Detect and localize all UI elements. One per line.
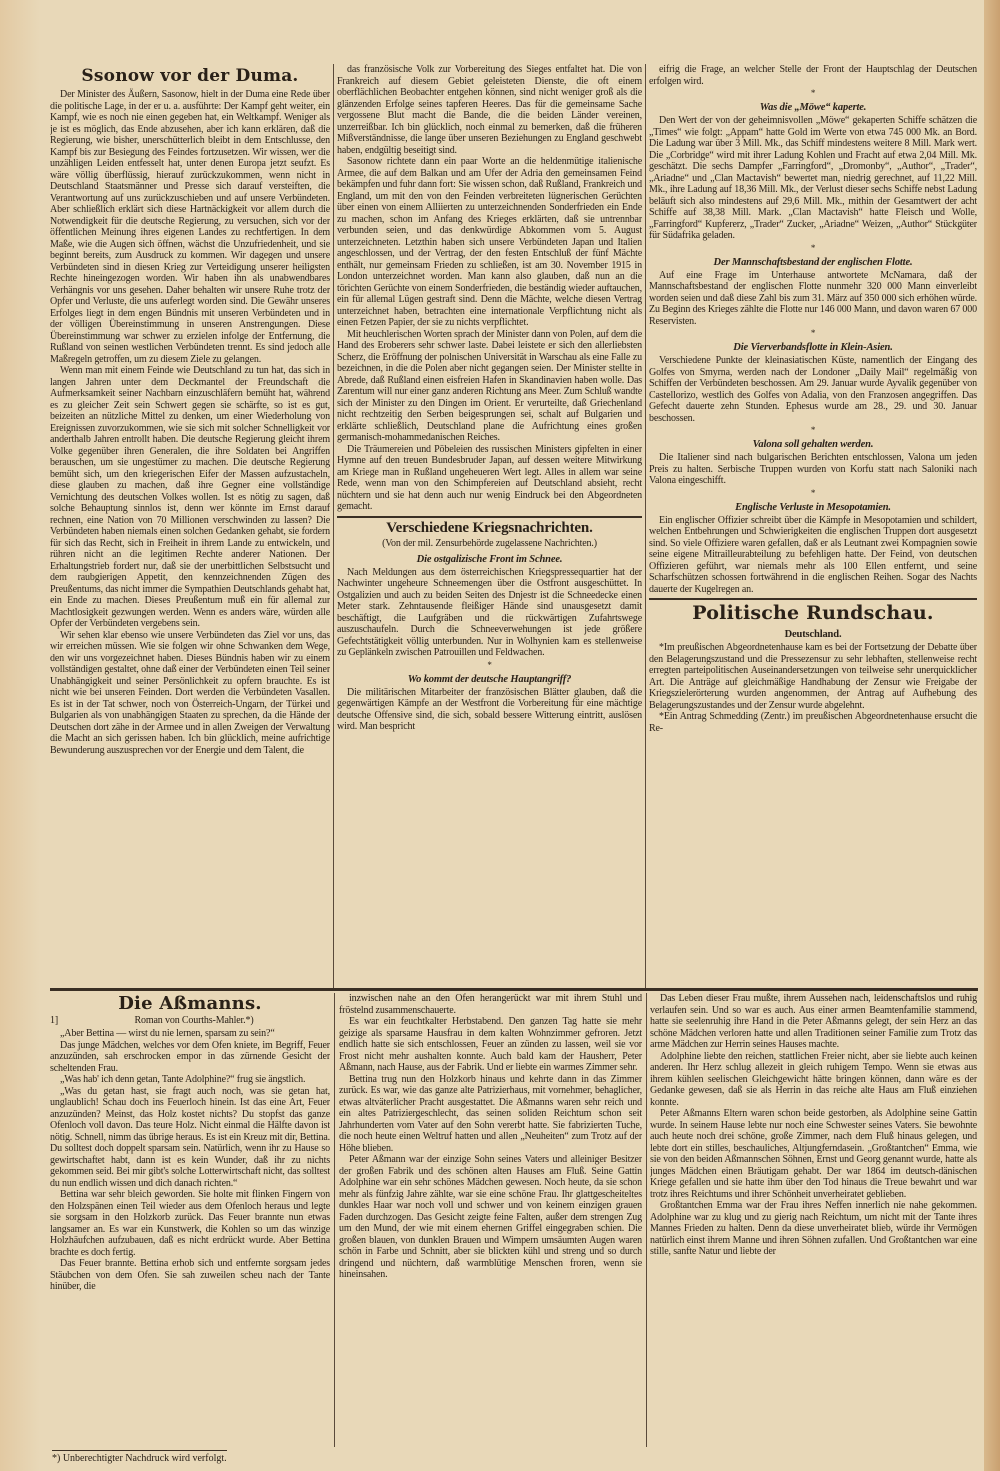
separator-star: * xyxy=(810,242,816,253)
paragraph: Das Feuer brannte. Bettina erhob sich und entfernte sorgsam jedes Stäubchen von dem Ofen. Sie sah zuweilen scheu nach der Tante hinüber, die xyxy=(50,1258,330,1292)
novel-title: Die Aßmanns. xyxy=(118,993,262,1014)
column-bottom-3 xyxy=(650,993,977,1447)
paragraph: Adolphine liebte den reichen, stattlichen Freier nicht, aber sie liebte auch keinen anderen. Ihr Herz schlug allezeit in gleich ruhigem Tempo. Wenn sie etwas aus ihrem kühlen seelischen Gleichgewicht hätte bringen können, dann wäre es der Gedanke gewesen, daß sie als Herrin in das reiche alte Haus am Fluß einziehen konnte. xyxy=(650,1050,977,1108)
article-title: Der Mannschaftsbestand der englischen Flotte. xyxy=(713,256,913,268)
paragraph: Es war ein feuchtkalter Herbstabend. Den ganzen Tag hatte sie mehr geizige als sparsame Hausfrau in dem kalten Wohnzimmer gefroren. Jetzt endlich hatte sie sich entschlossen, Feuer an zünden zu lassen, weil sie vor Frost nicht mehr aushalten konnte. Auch bald kam der Hausherr, Peter Aßmann, nach Hause, aus der Fabrik. Und er liebte ein warmes Zimmer sehr. xyxy=(339,1016,642,1073)
paragraph: „Aber Bettina — wirst du nie lernen, sparsam zu sein?“ xyxy=(60,1028,275,1039)
section-rule xyxy=(649,598,977,600)
paragraph: Nach Meldungen aus dem österreichischen Kriegspressequartier hat der Nachwinter ungeheure Schneemengen über die Ostfront ausgeschüttet. In Ostgalizien und auch zu beiden Seiten des Dnjestr ist die Schneedecke einen Meter stark. Zehntausende fleißiger Hände sind unausgesetzt damit beschäftigt, die Laufgräben und die rückwärtigen Zufahrtswege auszuschaufeln. Durch die Schneeverwehungen ist jede größere Gefechtstätigkeit völlig unterbunden. Nur in Wolhynien kam es stellenweise zu Geplänkeln zwischen Patrouillen und Feldwachen. xyxy=(337,566,642,658)
paragraph: Ein englischer Offizier schreibt über die Kämpfe in Mesopotamien und schildert, welchen Entbehrungen und Schwierigkeiten die englischen Truppen dort ausgesetzt sind. So viele Offiziere waren gefallen, daß er als Leutnant zwei Kompagnien sowie seine eigene Mitrailleurabteilung zu befehligen hatte. Der Feind, von deutschen Offizieren geführt, war niemals mehr als 100 Ellen entfernt, und seine Scharfschützen schossen fortwährend in die englischen Reihen. Sogar des Nachts dauerte der Kugelregen an. xyxy=(649,514,977,595)
column-divider xyxy=(646,993,647,1447)
section-rule xyxy=(337,516,642,518)
column-divider xyxy=(334,993,335,1447)
article-title: Englische Verluste in Mesopotamien. xyxy=(735,501,891,513)
article-title: Wo kommt der deutsche Hauptangriff? xyxy=(407,673,572,685)
paragraph: Sasonow richtete dann ein paar Worte an die heldenmütige italienische Armee, die auf dem Balkan und am Ufer der Adria den gemeinsamen Feind bekämpfen und fuhr dann fort: Sie wissen schon, daß Rußland, Frankreich und England, um mit den von den Feinden verbreiteten lügnerischen Gerüchten über einen von einem Alliierten zu unterzeichnenden Sonderfrieden ein Ende zu machen, schon im Anfang des Krieges erklärten, daß sie untrennbar verbunden seien, und das denkwürdige Abkommen vom 5. August unterzeichneten. Letzthin haben sich unsere Verbündeten Japan und Italien angeschlossen, und der Vertrag, der den festen Entschluß der fünf Mächte enthält, nur gemeinsam Frieden zu schließen, ist am 30. November 1915 in London unterzeichnet worden. Man kann also glauben, daß nun an die törichten Gerüchte von einem Sonderfrieden, die beständig wieder auftauchen, ein für allemal Lügen gestraft sind. Denn die Mächte, welche diesen Vertrag unterzeichnet haben, betrachten eine internationale Verpflichtung nicht als einen Fetzen Papier, der sie zu nichts verpflichtet. xyxy=(337,156,642,328)
separator-star: * xyxy=(487,659,492,670)
paragraph: Das Leben dieser Frau mußte, ihrem Aussehen nach, leidenschaftslos und ruhig verlaufen sein. Und so war es auch. Aus einer armen Beamtenfamilie stammend, hatte sie seelenruhig ihre Hand in die Peter Aßmanns gelegt, der sein Herz an das schöne Mädchen verloren hatte und allen Traditionen seiner Familie zum Trotz das arme Mädchen zur Herrin seines Hauses machte. xyxy=(650,993,977,1050)
column-bottom-2 xyxy=(339,993,642,1447)
paragraph: Wir sehen klar ebenso wie unsere Verbündeten das Ziel vor uns, das wir erreichen müssen. Wie sie folgen wir ohne Schwanken dem Wege, den wir uns vorgezeichnet haben. Dieses Bündnis haben wir zu einem vollständigen gestaltet, ohne daß einer der Verbündeten einen Teil seiner Unabhängigkeit und seiner Persönlichkeit zu opfern brauchte. Es ist nicht wie bei unseren Feinden. Dort werden die Verbündeten Vasallen. Es ist in der Tat schwer, noch von Österreich-Ungarn, der Türkei und Bulgarien als von unabhängigen Staaten zu sprechen, da die Hände der Deutschen dort zähe in der Armee und in allen Zweigen der Verwaltung die Macht an sich gerissen haben. Ich bin glücklich, meine aufrichtige Bewunderung auszusprechen vor der Energie und dem Talent, die xyxy=(50,629,330,756)
separator-star: * xyxy=(810,425,816,435)
paragraph: das französische Volk zur Vorbereitung des Sieges entfaltet hat. Die von Frankreich auf diesem Gebiet geleisteten Dienste, die oft einem oberflächlichen Beobachter entgehen können, sind nicht weniger groß als die glänzenden Erfolge seines tapferen Heeres. Das für die gemeinsame Sache vergossene Blut macht die Bande, die die beiden Länder vereinen, unzerreißbar. Ich bin glücklich, noch einmal zu bemerken, daß die früheren Mißverständnisse, die lange über unseren Beziehungen zu England geschwebt haben, endgültig beseitigt sind. xyxy=(337,64,642,156)
column-top-1 xyxy=(50,64,330,986)
paper-edge-right xyxy=(984,0,1000,1471)
paragraph: Das junge Mädchen, welches vor dem Ofen kniete, im Begriff, Feuer anzuzünden, sah erschrocken empor in das zürnende Gesicht der scheltenden Frau. xyxy=(50,1039,330,1074)
paragraph: Verschiedene Punkte der kleinasiatischen Küste, namentlich der Eingang des Golfes von Smyrna, werden nach der Londoner „Daily Mail“ regelmäßig von Schiffen der Verbündeten beschossen. Am 29. Januar wurde Ayvalik gegenüber von Castellorizo, westlich des Golfes von Adalia, von den Franzosen angegriffen. Das Gefecht dauerte zehn Stunden. Ephesus wurde am 28., 29. und 30. Januar beschossen. xyxy=(649,355,977,424)
paragraph: „Was du getan hast, sie fragt auch noch, was sie getan hat, unglaublich! Schau doch ins Feuerloch hinein. Ist das eine Art, Feuer anzuzünden? Meinst, das Holz kostet nichts? Du stopfst das ganze Ofenloch voll davon. Das teure Holz. Nicht einmal die Hälfte davon ist nötig. Schnell, nimm das übrige heraus. Es ist ein Kreuz mit dir, Bettina. Du solltest doch doppelt sparsam sein. Natürlich, wenn ihr zu Hause so gewirtschaftet habt, dann ist es kein Wunder, daß ihr zu nichts gekommen seid. Bei mir gibt's solche Lotterwirtschaft nicht, das solltest du nun endlich wissen und dich danach richten.“ xyxy=(50,1085,330,1189)
section-title-politische-rundschau: Politische Rundschau. xyxy=(692,602,934,624)
article-title: Die ostgalizische Front im Schnee. xyxy=(416,553,563,565)
paragraph: *Ein Antrag Schmedding (Zentr.) im preußischen Abgeordnetenhause ersucht die Re- xyxy=(649,711,977,734)
paragraph: *Im preußischen Abgeordnetenhause kam es bei der Fortsetzung der Debatte über den Belagerungszustand und die Pressezensur zu sehr lebhaften, stellenweise recht erregten parteipolitischen Auseinandersetzungen von teilweise sehr unerquicklicher Art. Die Anträge auf gleichmäßige Handhabung der Zensur wie Freigabe der Kriegszielerörterung wurden angenommen, der Antrag auf Aufhebung des Belagerungszustandes und der Zensur wurde abgelehnt. xyxy=(649,642,977,711)
column-divider xyxy=(645,64,646,988)
subsection-title: Deutschland. xyxy=(784,629,842,640)
paragraph: Peter Aßmann war der einzige Sohn seines Vaters und alleiniger Besitzer der großen Fabrik und des schönen alten Hauses am Fluß. Seine Gattin Adolphine war ein sehr schönes Mädchen gewesen. Noch heute, da sie schon mehr als fünfzig Jahre zählte, war sie eine schöne Frau. Ihr glattgescheiteltes dunkles Haar war noch voll und schwer und von keinem einzigen grauen Faden durchzogen. Das Gesicht zeigte feine Falten, außer dem strengen Zug um den Mund, der wie mit einem ehernen Griffel eingegraben schien. Die großen blauen, von dunklen Brauen und Wimpern umsäumten Augen waren schön in Farbe und Schnitt, aber sie blickten kühl und streng und so durch dringend und nüchtern, daß warmblütige Menschen froren, wenn sie hineinsahen. xyxy=(339,1154,642,1280)
article-title-sasonow: Ssonow vor der Duma. xyxy=(81,66,299,86)
section-title-kriegsnachrichten: Verschiedene Kriegsnachrichten. xyxy=(386,519,593,536)
paragraph: Bettina trug nun den Holzkorb hinaus und kehrte dann in das Zimmer zurück. Es war, wie das ganze alte Patrizierhaus, mit vornehmer, behaglicher, etwas altväterlicher Pracht ausgestattet. Die Aßmanns waren sehr reich und ein altes Patriziergeschlecht, das seinen soliden Reichtum schon seit Jahrhunderten vom Vater auf den Sohn vererbt hatte. Sie fabrizierten Tuche, die noch heute einen Weltruf hatten und allen „Neuheiten“ zum Trotz auf der Höhe blieben. xyxy=(339,1073,642,1154)
article-title: Die Vierverbandsflotte in Klein-Asien. xyxy=(733,342,893,353)
paragraph: Die Träumereien und Pöbeleien des russischen Ministers gipfelten in einer Hymne auf den treuen Bundesbruder Japan, auf dessen weitere Mitwirkung am Kriege man in Rußland ungeheueren Wert legt. Alles in allem war seine Rede, wenn man von den Schimpfereien auf Deutschland absieht, recht nüchtern und sie hat denn auch nur wenig Eindruck bei den Abgeordneten gemacht. xyxy=(337,443,642,512)
separator-star: * xyxy=(810,88,816,98)
installment-number: 1] xyxy=(50,1015,59,1026)
article-title: Was die „Möwe“ kaperte. xyxy=(759,102,867,113)
column-bottom-1 xyxy=(50,993,330,1447)
paragraph: Großtantchen Emma war der Frau ihres Neffen innerlich nie nahe gekommen. Adolphine war zu klug und zu gierig nach Reichtum, um nicht mit der Tante ihres Mannes Frieden zu halten. Denn da diese unverheiratet blieb, würde ihr Vermögen natürlich einst ihrem Manne und ihren Söhnen zufallen. Und Großtantchen war eine stille, sanfte Natur und liebte der xyxy=(650,1200,977,1257)
paragraph: Bettina war sehr bleich geworden. Sie holte mit flinken Fingern von den Holzspänen einen Teil wieder aus dem Ofenloch heraus und legte sie sorgsam in den Holzkorb zurück. Das Feuer brannte nun etwas langsamer an. Es war ein Kunstwerk, die Kohlen so um das winzige Holzhäufchen aufzubauen, daß es nicht erdrückt wurde. Aber Bettina brachte es doch fertig. xyxy=(50,1189,330,1258)
separator-star: * xyxy=(810,328,816,338)
column-top-3 xyxy=(649,64,977,986)
section-subtitle: (Von der mil. Zensurbehörde zugelassene Nachrichten.) xyxy=(382,537,597,549)
paragraph: „Was hab' ich denn getan, Tante Adolphine?“ frug sie ängstlich. xyxy=(60,1074,306,1085)
footnote: *) Unberechtigter Nachdruck wird verfolgt. xyxy=(52,1450,227,1465)
paragraph: Der Minister des Äußern, Sasonow, hielt in der Duma eine Rede über die politische Lage, in der er u. a. ausführte: Der Kampf geht weiter, ein Kampf, wie es noch nie einen gegeben hat, ein Weltkampf. Weniger als je ist es möglich, das Ende abzusehen, aber ich kann erklären, daß die Regierung, wie bisher, unerschütterlich bleibt in dem Entschlusse, den Kampf bis zur Besiegung des Feindes fortzusetzen. Wir wissen, wer die unzähligen Leiden entfesselt hat, unter denen Europa jetzt seufzt. Es wäre völlig überflüssig, hierauf zurückzukommen, wenn nicht in Deutschland Staatsmänner und Presse sich darauf versteiften, die Verantwortung auf uns zurückzuschieben und auf unsere Verbündeten. Aber schließlich erklärt sich diese Hartnäckigkeit vor allem durch die Notwendigkeit für die deutsche Regierung, zu versuchen, sich vor der öffentlichen Meinung ihres eigenen Landes zu rechtfertigen. In dem Maße, wie die Augen sich öffnen, wächst die Unzufriedenheit, und sie beginnt bereits, zum Ausdruck zu kommen. Wir dagegen und unsere Verbündeten sind in diesen Krieg zur Verteidigung unserer heiligsten Rechte hineingezogen worden. Wir haben ihn als unabwendbares Verhängnis vor uns gesehen. Daher behalten wir unsere Ruhe trotz der Opfer und Verluste, die uns auferlegt worden sind. Die Gewähr unseres Erfolges liegt in dem engen Bündnis mit unseren Verbündeten und in der völligen Übereinstimmung in unseren Anstrengungen. Diese Übereinstimmung war schwer zu erzielen infolge der Entfernung, die Rußland von seinen westlichen Verbündeten trennt. Es sind jedoch alle Maßregeln getroffen, um zu diesem Ziele zu gelangen. xyxy=(50,89,330,365)
column-divider xyxy=(333,64,334,988)
paragraph: eifrig die Frage, an welcher Stelle der Front der Hauptschlag der Deutschen erfolgen wird. xyxy=(649,64,977,87)
paragraph: Wenn man mit einem Feinde wie Deutschland zu tun hat, das sich in langen Jahren unter dem Deckmantel der Freundschaft die Aufmerksamkeit seiner Nachbarn einzuschläfern bemüht hat, während es zu gleicher Zeit sein Schwert gegen sie schärfte, so ist es gut, beizeiten an nützliche Mittel zu denken, um einer Wiederholung von Ereignissen zuvorzukommen, wie sie sich mit solcher Schnelligkeit vor anderthalb Jahren entrollt haben. Die deutsche Regierung gleicht ihrem Volke gegenüber ihren Generalen, die ihre Soldaten bei Angriffen berauschen, um sie ungestümer zu machen. Die deutsche Regierung bemüht sich, um den kriegerischen Eifer der Massen aufzustacheln, diese glauben zu machen, daß ihre Gegner eine vollständige Vernichtung des deutschen Volkes wollen. Ist es nötig zu sagen, daß solche Behauptung sinnlos ist, denn wer könnte im Ernst darauf rechnen, eine Nation von 70 Millionen verschwinden zu lassen? Die Verbündeten haben niemals einen solchen Gedanken gehabt, sie fordern für sich das Recht, sich in Freiheit in ihrem Lande zu entwickeln, und rühren nicht an die legitimen Rechte anderer Nationen. Der Erhaltungstrieb fordert nur, daß sie der unerbittlichen Selbstsucht und dem raubgierigen Appetit, den kennzeichnenden Zügen des Preußentums, das nicht immer die Sympathien Deutschlands gehabt hat, ein Ende zu machen. Dieses Preußentum muß ein für allemal zur Machtlosigkeit gezwungen werden. Wenn es anders wäre, würden alle Opfer der Verbündeten vergebens sein. xyxy=(50,365,330,629)
separator-star: * xyxy=(810,487,816,498)
paragraph: Den Wert der von der geheimnisvollen „Möwe“ gekaperten Schiffe schätzen die „Times“ wie folgt: „Appam“ hatte Gold im Werte von etwa 745 000 Mk. an Bord. Die Ladung war über 3 Mill. Mk., das Schiff mindestens weitere 8 Mill. Mark wert. Die „Corbridge“ wird mit ihrer Ladung Kohlen und Fracht auf etwa 2,04 Mill. Mk. geschätzt. Die sechs Dampfer „Farringford“, „Dromonby“, „Author“, „Trader“, „Ariadne“ und „Clan Mactavish“ bewertet man, niedrig gerechnet, auf 11,22 Mill. Mk., ihre Ladung auf 18,36 Mill. Mk., der Verlust dieser sechs Schiffe nebst Ladung beläuft sich also mindestens auf 29,6 Mill. Mk., mithin der Gesamtwert der acht Schiffe auf 38,38 Mill. Mark. „Clan Mactavish“ hatte Fleisch und Wolle, „Farringford“ Kupfererz, „Trader“ Zucker, „Ariadne“ Weizen, „Author“ Stückgüter für Südafrika geladen. xyxy=(649,115,977,241)
column-top-2 xyxy=(337,64,642,986)
paragraph: Auf eine Frage im Unterhause antwortete McNamara, daß der Mannschaftsbestand der englischen Flotte nunmehr 320 000 Mann einverleibt worden seien und daß diese Zahl bis zum 31. März auf 350 000 sich erhöhen würde. Zu Beginn des Krieges zählte die Flotte nur 146 000 Mann, und davon waren 67 000 Reservisten. xyxy=(649,269,977,327)
paragraph: Mit heuchlerischen Worten sprach der Minister dann von Polen, auf dem die Hand des Eroberers sehr schwer laste. Dabei leistete er sich den allerliebsten Scherz, die Eröffnung der polnischen Universität in Warschau als eine Falle zu bezeichnen, in die die Polen aber nicht gegangen seien. Der Minister stellte in Abrede, daß Rußland einen eisfreien Hafen in Skandinavien haben wolle. Das Zarentum will nur einer ganz anderen Richtung ans Meer. Zum Schluß wandte sich der Minister zu den Dingen im Orient. Er verurteilte, daß Griechenland nicht rechtzeitig den Serben beigesprungen sei, schalt auf Bulgarien und erklärte schließlich, Deutschland plane die Aufrichtung eines großen germanisch-mohammedanischen Reiches. xyxy=(337,328,642,443)
article-title: Valona soll gehalten werden. xyxy=(752,439,874,450)
novel-byline: Roman von Courths-Mahler.*) xyxy=(134,1015,254,1026)
feuilleton-divider xyxy=(50,988,978,991)
paragraph: Peter Aßmanns Eltern waren schon beide gestorben, als Adolphine seine Gattin wurde. In seinem Hause lebte nur noch eine Schwester seines Vaters. Sie bewohnte auch heute noch drei schöne, große Zimmer, nach dem Fluß hinaus gelegen, und lebte dort ein stilles, beschauliches, Altjungferndasein. „Großtantchen“ Emma, wie sie von den beiden Aßmannschen Söhnen, Ernst und Georg genannt wurde, hatte als junges Mädchen einen Bräutigam gehabt. Der war 1864 im deutsch-dänischen Kriege gefallen und sie hatte ihm über den Tod hinaus die Treue bewahrt und war trotz ihres Reichtums und ihrer Schönheit unverheiratet geblieben. xyxy=(650,1108,977,1200)
paragraph: inzwischen nahe an den Ofen herangerückt war mit ihrem Stuhl und fröstelnd zusammenschauerte. xyxy=(339,993,642,1016)
paragraph: Die Italiener sind nach bulgarischen Berichten entschlossen, Valona um jeden Preis zu halten. Serbische Truppen wurden von Korfu statt nach Saloniki nach Valona eingeschifft. xyxy=(649,452,977,486)
paragraph: Die militärischen Mitarbeiter der französischen Blätter glauben, daß die gegenwärtigen Kämpfe an der Westfront die Vorbereitung für eine mächtige deutsche Offensive sind, die sich, sobald bessere Witterung eintritt, auslösen wird. Man bespricht xyxy=(337,686,642,732)
paper-margin-left xyxy=(0,0,40,1471)
